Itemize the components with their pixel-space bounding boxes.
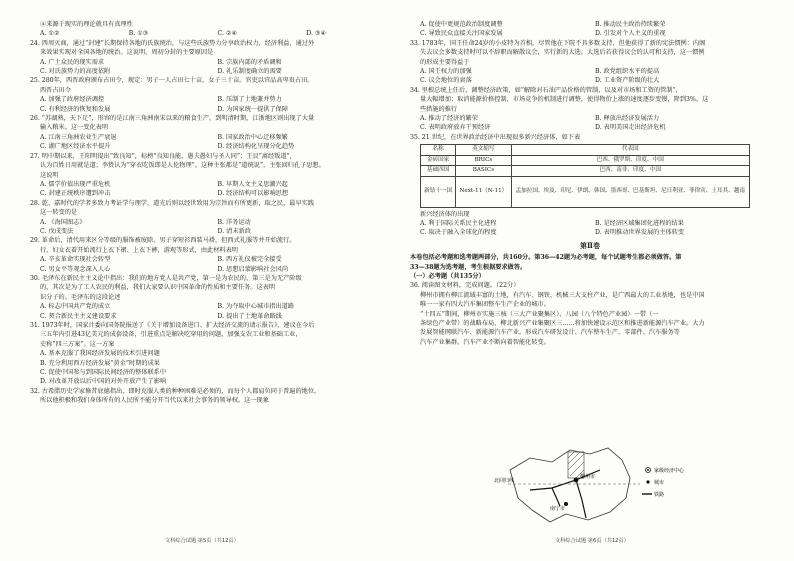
answer-options bbox=[30, 265, 395, 274]
answer-option: C. 对氏族势力的高度依附 bbox=[40, 68, 111, 76]
text-line: A. 基本克服了我国经济发展的技术引进问题 bbox=[40, 350, 160, 358]
answer-options bbox=[30, 302, 395, 311]
answer-option: A. 广土众民的现实需求 bbox=[40, 58, 105, 66]
text-line: 所以他积极和我们身体所有的人民所不能分开当代以来社会事务的领导权。这一现象 bbox=[40, 397, 269, 405]
answer-options bbox=[30, 255, 395, 264]
answer-option: A. 标志中国共产党的成立 bbox=[40, 303, 111, 311]
answer-options bbox=[30, 133, 395, 142]
answer-option: A. 推动了经济的繁荣 bbox=[420, 115, 478, 123]
text-line: 三五年内引进43亿美元的成套设备，引进重点是解决吃穿用的问题，加强支农工业和基础工业， bbox=[40, 331, 302, 339]
text-line: 发展智能网联汽车、新能源汽车产业，形成汽车研发设计、汽车整车生产、零部件、汽车服务等 bbox=[420, 329, 680, 337]
table-row bbox=[421, 166, 750, 176]
answer-option: D. 表明美国走出经济危机 bbox=[595, 124, 666, 132]
answer-options bbox=[30, 29, 395, 38]
text-line: 些措施的推行 bbox=[420, 105, 458, 113]
table-cell: 孟加拉国、埃及、印尼、伊朗、韩国、墨西哥、巴基斯坦、尼日利亚、菲律宾、土耳其、越南 bbox=[511, 176, 750, 207]
answer-option: B. 宗族内部的矛盾调和 bbox=[217, 58, 282, 66]
text-line: 32. 古希腊历史学家修昔底德指出，即时克服人类的种种困难是必须的，而每个人都肩负同于普遍的地位， bbox=[30, 387, 321, 395]
text-line: B. 充分利用西方经济发展“黄金”时期的成果 bbox=[40, 359, 160, 367]
text-line: 31. 1973年时，国家计委向国务院报送了《关于增加设备进口、扩大经济交流的请示报告》，建议在今后 bbox=[30, 322, 315, 329]
answer-option: A. 利于国际关系民主化进程 bbox=[420, 219, 497, 227]
text-line: 35. 21 世纪，在世界政治经济中出现很多新兴经济体，如下表 bbox=[410, 133, 581, 141]
text-line: 来效果实现对全国各地的统治。这说明，周初分封的主要原因是 bbox=[40, 49, 214, 57]
answer-options bbox=[410, 20, 770, 29]
answer-option: B. 西方礼仪被完全接受 bbox=[217, 256, 282, 264]
answer-options bbox=[410, 114, 770, 123]
answer-options bbox=[30, 227, 395, 236]
answer-option: D. 为国家统一提供了保障 bbox=[217, 105, 289, 113]
guangxi-map bbox=[490, 440, 690, 535]
answer-option: A. 国王权力的加强 bbox=[420, 68, 472, 76]
answer-options bbox=[410, 29, 770, 38]
answer-options bbox=[30, 180, 395, 189]
answer-option: D. 清末新政 bbox=[217, 227, 251, 235]
text-line: 汽车产业集群。汽车产业不断向着智能化转变。 bbox=[420, 338, 550, 346]
province-outline bbox=[510, 448, 630, 522]
text-line: 28. 乾、嘉时代的学者多致力考证学与理学，道光后则以经世致用为宗旨而有所更新，取之民，最早实践 bbox=[30, 199, 315, 207]
legend-city-icon bbox=[646, 480, 649, 483]
text-line: 36. 阅读图文材料，完成问题。（22分） bbox=[410, 282, 520, 290]
text-line: 27. 明中期以来，王阳明提出“致良知”，标榜“良知良能，愚夫愚妇与圣人同”；王艮“离经叛道”， bbox=[30, 152, 296, 160]
answer-option: C. 戊戌变法 bbox=[40, 227, 74, 235]
text-line: 认为百姓日用就是道；李贽认为“穿衣吃饭即是人伦物理”。这种主张都是“道统说”，主张回归孔子思想。 bbox=[40, 162, 325, 170]
answer-option: B. 压制了土地兼并势力 bbox=[217, 96, 282, 104]
text-line: 输入粮米。这一变化表明 bbox=[40, 124, 109, 132]
table-cell: 巴西、南非、印度、中国 bbox=[511, 166, 750, 176]
answer-option: B. 释放出经济发展活力 bbox=[595, 115, 660, 123]
answer-option: A. 《海国图志》 bbox=[40, 218, 86, 226]
text-line: 史称“四三方案”。这一方案 bbox=[40, 340, 115, 348]
text-line: 30. 毛泽东在新民主主义论中指出：我们的地方党人是共产党，第一是为农民的，第三是为无产阶级 bbox=[30, 274, 302, 282]
footer-page-6: 文科综合试题 第6页（共12页） bbox=[555, 538, 629, 544]
text-line: 的，其次是为了工人农民的利益，我们大家要认识中国革命的性质和主要任务。这表明 bbox=[40, 284, 276, 292]
answer-option: C. 议会地位的衰落 bbox=[420, 77, 472, 85]
answer-option: B. 国家政治中心迁移频繁 bbox=[217, 133, 288, 141]
map-label-liuzhou: 柳州市 bbox=[580, 474, 596, 480]
table-cell: 巴西、俄罗斯、印度、中国 bbox=[511, 155, 750, 165]
answer-options bbox=[30, 189, 395, 198]
answer-option: C. 有利经济的恢复和发展 bbox=[40, 105, 111, 113]
text-line: C. 促使中国参与到国际民间经济的整体联系中 bbox=[40, 369, 167, 377]
city-dot bbox=[574, 478, 579, 483]
text-line: 条绿色产业带）的战略布局，柳北新兴产业集聚区三……将加快建设示范区和推进新能源汽车产业。大力 bbox=[420, 319, 705, 327]
left-column bbox=[30, 20, 395, 406]
text-line: 34. 里根总统上任后，调整经济政策，如“解除对石油产品价格的管制，以及对市场和工资的管制”， bbox=[410, 86, 682, 94]
answer-option: C. 契合新民主主义建设要求 bbox=[40, 312, 117, 320]
map-label-tropic: 北回归线 bbox=[494, 478, 515, 484]
text-line: D. 对改革开放以后中国的对外开放产生了影响 bbox=[40, 378, 167, 386]
answer-option: B. 为夺取中心城市指出道路 bbox=[217, 303, 295, 311]
answer-option: C. 取决于融入全球化的程度 bbox=[420, 229, 497, 237]
answer-options bbox=[410, 67, 770, 76]
answer-option: D. ③④ bbox=[306, 30, 327, 38]
answer-option: D. 工业资产阶级的壮大 bbox=[595, 77, 660, 85]
table-header-cell: 英文缩写 bbox=[456, 145, 511, 155]
answer-option: D. 经济结构可以影响思想 bbox=[217, 190, 289, 198]
text-line: 量大幅增加；取消能源价格控制，市场竞争的机制进行调整，使得物价上涨的速度逐步变慢，降到3%。这 bbox=[420, 96, 709, 104]
table-cell: 基础四国 bbox=[421, 166, 456, 176]
answer-option: D. 提出了土地革命路线 bbox=[217, 312, 282, 320]
table-cell: Next-11（N-11） bbox=[456, 176, 511, 207]
answer-options bbox=[30, 312, 395, 321]
answer-option: B. 推动民主政治持续繁荣 bbox=[595, 21, 666, 28]
answer-options bbox=[410, 123, 770, 132]
text-line: 识分子的。毛泽东的这段论述 bbox=[40, 293, 121, 301]
table-header-cell: 代表国 bbox=[511, 145, 750, 155]
answer-options bbox=[30, 67, 395, 76]
text-line: 33. 1783年，国王任命24岁的小皮特为首相，尽管他在下院不具多数支持，但他获得了新的宪法惯例：内阁 bbox=[410, 39, 706, 47]
answer-option: A. ①② bbox=[40, 30, 60, 38]
table-header-cell: 名称 bbox=[421, 145, 456, 155]
answer-option: B. ①③ bbox=[128, 30, 149, 38]
right-column bbox=[410, 20, 770, 347]
answer-option: C. 表明政府放弃干预经济 bbox=[420, 124, 491, 132]
text-line: 的形成主要得益于 bbox=[420, 58, 470, 66]
answer-option: A. 促使中更规范政治制度调整 bbox=[420, 21, 503, 28]
answer-options bbox=[410, 76, 770, 85]
text-line: 唯一一家有四大汽车集团整车生产企业的城市。 bbox=[420, 301, 550, 309]
answer-options bbox=[30, 95, 395, 104]
text-line: 这说明 bbox=[40, 171, 59, 179]
table-cell: BASICs bbox=[456, 166, 511, 176]
answer-option: A. 江南三角洲农业生产衰退 bbox=[40, 133, 117, 141]
text-line: ④来源于现实的理论就具有真理性 bbox=[40, 21, 133, 28]
text-line: 新兴经济体的出现 bbox=[420, 210, 470, 218]
text-line: “十四五”期间，柳州市实施三核（三大产业聚集区）、八园（八个特色产业园）一带（一 bbox=[420, 310, 659, 318]
answer-options bbox=[30, 218, 395, 227]
text-line: 这一转变的是 bbox=[40, 209, 78, 217]
table-cell: 金砖国家 bbox=[421, 155, 456, 165]
text-line: 24. 西周灭商，通过“封建”长期保持各地的氏族统治，与这些氏族势力分享政治权力，经济利益，通过外 bbox=[30, 39, 315, 47]
answer-option: B. 政党组织水平的提高 bbox=[595, 68, 660, 76]
text-line: 西晋占田令 bbox=[40, 86, 71, 94]
legend-city-label: 城市 bbox=[654, 480, 665, 486]
legend-railway-label: 铁路 bbox=[654, 492, 665, 498]
text-line: （一）必考题（共135分） bbox=[410, 272, 485, 280]
map-label-nanning: 南宁市 bbox=[550, 506, 566, 512]
answer-options bbox=[30, 58, 395, 67]
table-row bbox=[421, 155, 750, 165]
text-line: 25. 280年，西晋政府颁布占田令，规定：男子一人占田七十亩，女子三十亩。官吏以官品高卑贵占田。 bbox=[30, 77, 314, 85]
answer-option: C. 男女平等观念深入人心 bbox=[40, 265, 111, 273]
table-cell: BRICs bbox=[456, 155, 511, 165]
answer-option: A. 儒学价值出现严重危机 bbox=[40, 180, 111, 188]
answer-option: C. ②④ bbox=[217, 30, 238, 38]
answer-option: D. 思想启蒙影响社会风尚 bbox=[217, 265, 289, 273]
table-cell: 新钻十一国 bbox=[421, 176, 456, 207]
answer-option: C. 封建正统秩序遭到冲击 bbox=[40, 190, 111, 198]
answer-option: D. 表明推动世界发展的主体转变 bbox=[595, 229, 685, 237]
answer-option: B. 洋务运动 bbox=[217, 218, 251, 226]
answer-option: C. 导致民众直接关注国家发展 bbox=[420, 30, 503, 38]
text-line: 柳州市拥有柳江流域丰富的土地，有汽车、钢铁、机械三大支柱产业，是广西最大的工业基地，也是中国 bbox=[420, 291, 705, 299]
answer-option: D. 经济结构化呈现分化趋势 bbox=[217, 143, 295, 151]
answer-option: D. 礼乐制度确立的需要 bbox=[217, 68, 282, 76]
answer-option: D. 引发对个人主义的重视 bbox=[595, 30, 666, 38]
text-line: 29. 革命后，清代用来区分等级的服饰被废除，男子穿短衫西装马褂，但西式礼服等并开始流行。 bbox=[30, 237, 296, 245]
table-row bbox=[421, 176, 750, 207]
text-line: 26. “苏湖熟，天下足”，形容的是江南三角洲南宋以来的粮食生产，到明清时期，江浙地区则出现了大量 bbox=[30, 115, 315, 123]
answer-option: B. 早期人文主义思潮兴起 bbox=[217, 180, 288, 188]
answer-options bbox=[30, 142, 395, 151]
answer-option: A. 加强了政府经济调控 bbox=[40, 96, 105, 104]
answer-option: B. 是经济区域集团化进程的结果 bbox=[595, 219, 684, 227]
answer-option: C. 湖广地区经济水平提升 bbox=[40, 143, 111, 151]
text-line: 失去议会多数支持时可以不辞职而解散议会，实行新的大选。大选后若获得议会的认可和支持，这一惯例 bbox=[420, 49, 705, 57]
section-heading: 第Ⅱ卷 bbox=[580, 240, 600, 250]
answer-options bbox=[410, 228, 770, 237]
answer-option: A. 辛亥革命实现社会转型 bbox=[40, 256, 111, 264]
text-line: 行，妇女衣着开始流行上衣下裙、上衣下裤，游观等形式，由此材料表明 bbox=[40, 246, 238, 254]
footer-page-5: 文科综合试题 第5页（共12页） bbox=[165, 538, 239, 544]
legend-center-label: 家级经济中心 bbox=[654, 468, 685, 474]
text-line: 33—38题为选考题，考生根据要求做答。 bbox=[410, 263, 527, 271]
answer-options bbox=[30, 105, 395, 114]
emerging-economies-table bbox=[420, 144, 750, 207]
answer-options bbox=[410, 219, 770, 228]
text-line: 本卷包括必考题和选考题两部分，共160分。第36—42题为必考题，每个试题考生都必须做答。第 bbox=[410, 254, 682, 262]
